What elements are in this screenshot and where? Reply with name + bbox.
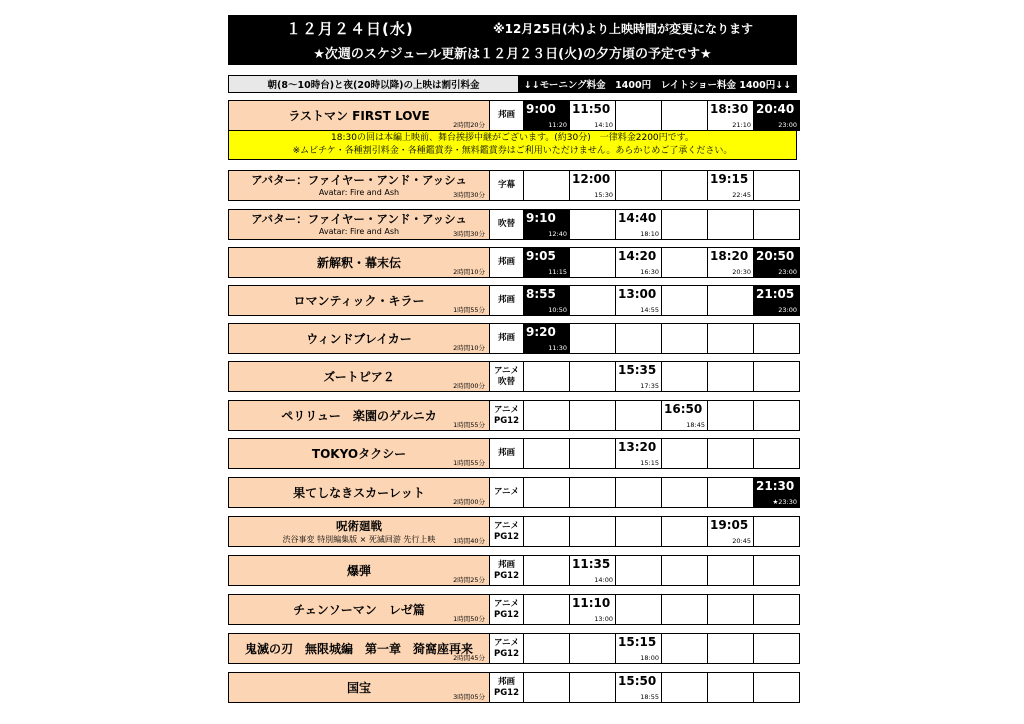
movie-row (228, 672, 797, 703)
movie-title-cell (228, 633, 490, 664)
format-label: 吹替 (497, 219, 515, 229)
movie-format (490, 323, 524, 354)
empty-slot (754, 594, 800, 625)
empty-slot (662, 672, 708, 703)
showtime-slot (616, 209, 662, 240)
movie-row (228, 477, 797, 508)
empty-slot (662, 170, 708, 201)
format-label: PG12 (493, 648, 520, 659)
movie-row (228, 170, 797, 201)
showtime-start: 15:50 (618, 674, 657, 688)
movie-row (228, 209, 797, 240)
empty-slot (662, 516, 708, 547)
format-label: 邦画 (497, 559, 515, 570)
showtime-start: 9:20 (526, 325, 556, 339)
morning-price: ↓↓モーニング料金 1400円 (523, 80, 652, 91)
schedule-change-note: ※12月25日(木)より上映時間が変更になります (493, 22, 754, 36)
showtime-start: 13:00 (618, 287, 657, 301)
notice-line-2: ※ムビチケ・各種割引料金・各種鑑賞券・無料鑑賞券はご利用いただけません。あらかじめご了承ください。 (292, 146, 733, 156)
empty-slot (662, 594, 708, 625)
empty-slot (662, 438, 708, 469)
showtime-end: 18:55 (640, 693, 659, 701)
empty-slot (524, 438, 570, 469)
format-label: アニメ (493, 365, 520, 376)
movie-title-cell (228, 672, 490, 703)
format-label: アニメ (493, 404, 520, 415)
empty-slot (570, 285, 616, 316)
showtime-end: 18:10 (640, 230, 659, 238)
format-label: アニメ (493, 637, 520, 648)
showtime-slot (524, 100, 570, 131)
empty-slot (616, 594, 662, 625)
movie-format (490, 633, 524, 664)
showtime-end: 14:10 (594, 121, 613, 129)
showtime-end: 14:00 (594, 576, 613, 584)
movie-row (228, 438, 797, 469)
showtime-slot (524, 323, 570, 354)
empty-slot (708, 400, 754, 431)
movie-title: アバター：ファイヤー・アンド・アッシュ (251, 212, 467, 226)
showtime-start: 11:10 (572, 596, 611, 610)
movie-duration: 2時間00分 (453, 498, 485, 506)
empty-slot (570, 516, 616, 547)
empty-slot (708, 555, 754, 586)
showtime-slot (616, 438, 662, 469)
movie-title-cell (228, 516, 490, 547)
showtime-start: 15:35 (618, 363, 657, 377)
empty-slot (754, 170, 800, 201)
showtime-slot (616, 672, 662, 703)
showtime-end: 23:00 (778, 306, 797, 314)
showtime-end: 16:30 (640, 268, 659, 276)
movie-title-cell (228, 209, 490, 240)
movie-duration: 1時間55分 (453, 306, 485, 314)
movie-duration: 1時間55分 (453, 421, 485, 429)
showtime-start: 11:35 (572, 557, 611, 571)
movie-subtitle: Avatar: Fire and Ash (318, 188, 400, 197)
showtime-end: 11:20 (548, 121, 567, 129)
movie-duration: 1時間40分 (453, 537, 485, 545)
empty-slot (754, 209, 800, 240)
movie-duration: 2時間00分 (453, 382, 485, 390)
showtime-start: 9:05 (526, 249, 556, 263)
showtime-end: 22:45 (732, 191, 751, 199)
movie-title-cell (228, 361, 490, 392)
movie-title-cell (228, 477, 490, 508)
format-label: PG12 (493, 687, 520, 698)
movie-format (490, 672, 524, 703)
showtime-slot (616, 633, 662, 664)
empty-slot (662, 209, 708, 240)
empty-slot (616, 477, 662, 508)
showtime-slot (616, 361, 662, 392)
empty-slot (708, 361, 754, 392)
schedule-date: １２月２４日(水) (286, 20, 414, 38)
movie-format (490, 594, 524, 625)
movie-duration: 3時間05分 (453, 693, 485, 701)
empty-slot (662, 100, 708, 131)
empty-slot (524, 477, 570, 508)
showtime-slot (662, 400, 708, 431)
movie-format (490, 400, 524, 431)
showtime-slot (570, 555, 616, 586)
empty-slot (570, 361, 616, 392)
movie-format (490, 555, 524, 586)
showtime-start: 21:05 (756, 287, 795, 301)
showtime-end: 17:35 (640, 382, 659, 390)
format-label: PG12 (493, 609, 520, 620)
empty-slot (524, 516, 570, 547)
showtime-start: 8:55 (526, 287, 556, 301)
empty-slot (708, 209, 754, 240)
movie-row (228, 555, 797, 586)
empty-slot (570, 247, 616, 278)
empty-slot (570, 672, 616, 703)
format-label: 邦画 (497, 676, 515, 687)
showtime-end: 13:00 (594, 615, 613, 623)
empty-slot (524, 594, 570, 625)
showtime-end: 12:40 (548, 230, 567, 238)
showtime-start: 9:00 (526, 102, 556, 116)
showtime-slot (754, 100, 800, 131)
empty-slot (708, 633, 754, 664)
empty-slot (570, 323, 616, 354)
movie-subtitle: 渋谷事変 特別編集版 × 死滅回游 先行上映 (282, 535, 436, 544)
empty-slot (662, 555, 708, 586)
stage-greeting-notice (228, 130, 797, 160)
empty-slot (570, 438, 616, 469)
empty-slot (570, 477, 616, 508)
showtime-start: 20:50 (756, 249, 795, 263)
showtime-slot (570, 170, 616, 201)
movie-duration: 3時間30分 (453, 191, 485, 199)
empty-slot (662, 323, 708, 354)
movie-title: 国宝 (346, 681, 371, 695)
format-label: 字幕 (497, 180, 515, 190)
movie-title: アバター：ファイヤー・アンド・アッシュ (251, 173, 467, 187)
movie-duration: 2時間10分 (453, 268, 485, 276)
format-label: 邦画 (497, 110, 515, 120)
movie-format (490, 247, 524, 278)
showtime-start: 21:30 (756, 479, 795, 493)
showtime-end: ★23:30 (772, 498, 797, 506)
movie-duration: 1時間50分 (453, 615, 485, 623)
format-label: PG12 (493, 570, 520, 581)
schedule-update-note: ★次週のスケジュール更新は１２月２３日(火)の夕方頃の予定です★ (313, 47, 712, 62)
movie-duration: 2時間10分 (453, 344, 485, 352)
showtime-start: 14:20 (618, 249, 657, 263)
movie-format (490, 285, 524, 316)
showtime-start: 11:50 (572, 102, 611, 116)
showtime-slot (708, 516, 754, 547)
movie-title: 新解釈・幕末伝 (316, 256, 401, 270)
movie-row (228, 247, 797, 278)
showtime-slot (524, 209, 570, 240)
movie-title: TOKYOタクシー (311, 447, 407, 461)
showtime-start: 14:40 (618, 211, 657, 225)
movie-title-cell (228, 438, 490, 469)
showtime-end: 23:00 (778, 121, 797, 129)
movie-title: ペリリュー 楽園のゲルニカ (281, 409, 437, 423)
movie-format (490, 170, 524, 201)
format-label: 吹替 (497, 376, 515, 387)
movie-format (490, 100, 524, 131)
movie-title: 爆弾 (346, 564, 371, 578)
empty-slot (754, 323, 800, 354)
movie-title: チェンソーマン レゼ篇 (293, 603, 425, 617)
empty-slot (524, 633, 570, 664)
format-label: 邦画 (497, 333, 515, 343)
empty-slot (570, 400, 616, 431)
empty-slot (616, 400, 662, 431)
empty-slot (662, 285, 708, 316)
empty-slot (754, 361, 800, 392)
empty-slot (662, 361, 708, 392)
format-label: アニメ (493, 598, 520, 609)
empty-slot (708, 594, 754, 625)
showtime-start: 18:20 (710, 249, 749, 263)
showtime-slot (754, 477, 800, 508)
empty-slot (570, 633, 616, 664)
movie-duration: 3時間30分 (453, 230, 485, 238)
showtime-start: 15:15 (618, 635, 657, 649)
movie-title: ロマンティック・キラー (293, 294, 425, 308)
showtime-start: 18:30 (710, 102, 749, 116)
empty-slot (570, 209, 616, 240)
showtime-slot (524, 285, 570, 316)
showtime-slot (616, 285, 662, 316)
movie-duration: 2時間20分 (453, 121, 485, 129)
movie-row (228, 400, 797, 431)
movie-title-cell (228, 594, 490, 625)
showtime-start: 16:50 (664, 402, 703, 416)
empty-slot (708, 477, 754, 508)
empty-slot (662, 477, 708, 508)
showtime-end: 18:45 (686, 421, 705, 429)
movie-title-cell (228, 555, 490, 586)
movie-title-cell (228, 323, 490, 354)
movie-title: 果てしなきスカーレット (293, 486, 425, 500)
movie-subtitle: Avatar: Fire and Ash (318, 227, 400, 236)
showtime-end: 20:45 (732, 537, 751, 545)
movie-format (490, 516, 524, 547)
empty-slot (524, 672, 570, 703)
showtime-slot (708, 247, 754, 278)
movie-title: 鬼滅の刃 無限城編 第一章 猗窩座再来 (244, 642, 473, 656)
movie-title: 呪術廻戦 (336, 519, 382, 533)
showtime-end: 21:10 (732, 121, 751, 129)
showtime-end: 18:00 (640, 654, 659, 662)
empty-slot (616, 555, 662, 586)
showtime-slot (708, 170, 754, 201)
format-label: PG12 (493, 531, 520, 542)
empty-slot (708, 672, 754, 703)
showtime-end: 11:30 (548, 344, 567, 352)
empty-slot (662, 247, 708, 278)
format-label: アニメ (493, 487, 520, 497)
movie-title-cell (228, 247, 490, 278)
movie-title: ラストマン FIRST LOVE (288, 109, 430, 123)
format-label: PG12 (493, 415, 520, 426)
empty-slot (616, 323, 662, 354)
showtime-slot (524, 247, 570, 278)
showtime-start: 13:20 (618, 440, 657, 454)
format-label: 邦画 (497, 448, 515, 458)
empty-slot (754, 516, 800, 547)
movie-row (228, 633, 797, 664)
movie-row (228, 285, 797, 316)
notice-line-1: 18:30の回は本編上映前、舞台挨拶中継がございます。(約30分) 一律料金2200円です。 (331, 133, 694, 143)
showtime-end: 20:30 (732, 268, 751, 276)
empty-slot (616, 100, 662, 131)
showtime-end: 15:30 (594, 191, 613, 199)
empty-slot (708, 323, 754, 354)
empty-slot (708, 438, 754, 469)
movie-title-cell (228, 170, 490, 201)
movie-row (228, 361, 797, 392)
empty-slot (754, 672, 800, 703)
movie-row (228, 516, 797, 547)
showtime-start: 20:40 (756, 102, 795, 116)
showtime-slot (754, 247, 800, 278)
movie-format (490, 477, 524, 508)
format-label: 邦画 (497, 295, 515, 305)
discount-bar (228, 75, 797, 93)
empty-slot (524, 555, 570, 586)
movie-title: ズートピア２ (323, 370, 395, 384)
format-label: アニメ (493, 520, 520, 531)
showtime-start: 9:10 (526, 211, 556, 225)
showtime-slot (616, 247, 662, 278)
showtime-slot (570, 100, 616, 131)
showtime-end: 23:00 (778, 268, 797, 276)
movie-format (490, 361, 524, 392)
showtime-end: 11:15 (548, 268, 567, 276)
discount-note: 朝(8～10時台)と夜(20時以降)の上映は割引料金 (229, 76, 519, 92)
empty-slot (524, 361, 570, 392)
empty-slot (754, 438, 800, 469)
showtime-start: 12:00 (572, 172, 611, 186)
late-price: レイトショー料金 1400円↓↓ (660, 80, 792, 91)
showtime-end: 14:55 (640, 306, 659, 314)
movie-title: ウィンドブレイカー (306, 332, 412, 346)
movie-row (228, 100, 797, 131)
empty-slot (754, 633, 800, 664)
discount-prices (519, 76, 796, 92)
schedule-header (228, 15, 797, 65)
showtime-slot (754, 285, 800, 316)
movie-duration: 2時間45分 (453, 654, 485, 662)
empty-slot (616, 516, 662, 547)
empty-slot (754, 400, 800, 431)
showtime-start: 19:15 (710, 172, 749, 186)
empty-slot (524, 400, 570, 431)
showtime-start: 19:05 (710, 518, 749, 532)
movie-row (228, 323, 797, 354)
empty-slot (708, 285, 754, 316)
movie-title-cell (228, 100, 490, 131)
format-label: 邦画 (497, 257, 515, 267)
movie-row (228, 594, 797, 625)
showtime-slot (570, 594, 616, 625)
empty-slot (616, 170, 662, 201)
movie-format (490, 209, 524, 240)
movie-format (490, 438, 524, 469)
movie-title-cell (228, 400, 490, 431)
showtime-end: 15:15 (640, 459, 659, 467)
movie-duration: 2時間25分 (453, 576, 485, 584)
empty-slot (662, 633, 708, 664)
empty-slot (754, 555, 800, 586)
empty-slot (524, 170, 570, 201)
showtime-end: 10:50 (548, 306, 567, 314)
movie-duration: 1時間55分 (453, 459, 485, 467)
showtime-slot (708, 100, 754, 131)
movie-title-cell (228, 285, 490, 316)
